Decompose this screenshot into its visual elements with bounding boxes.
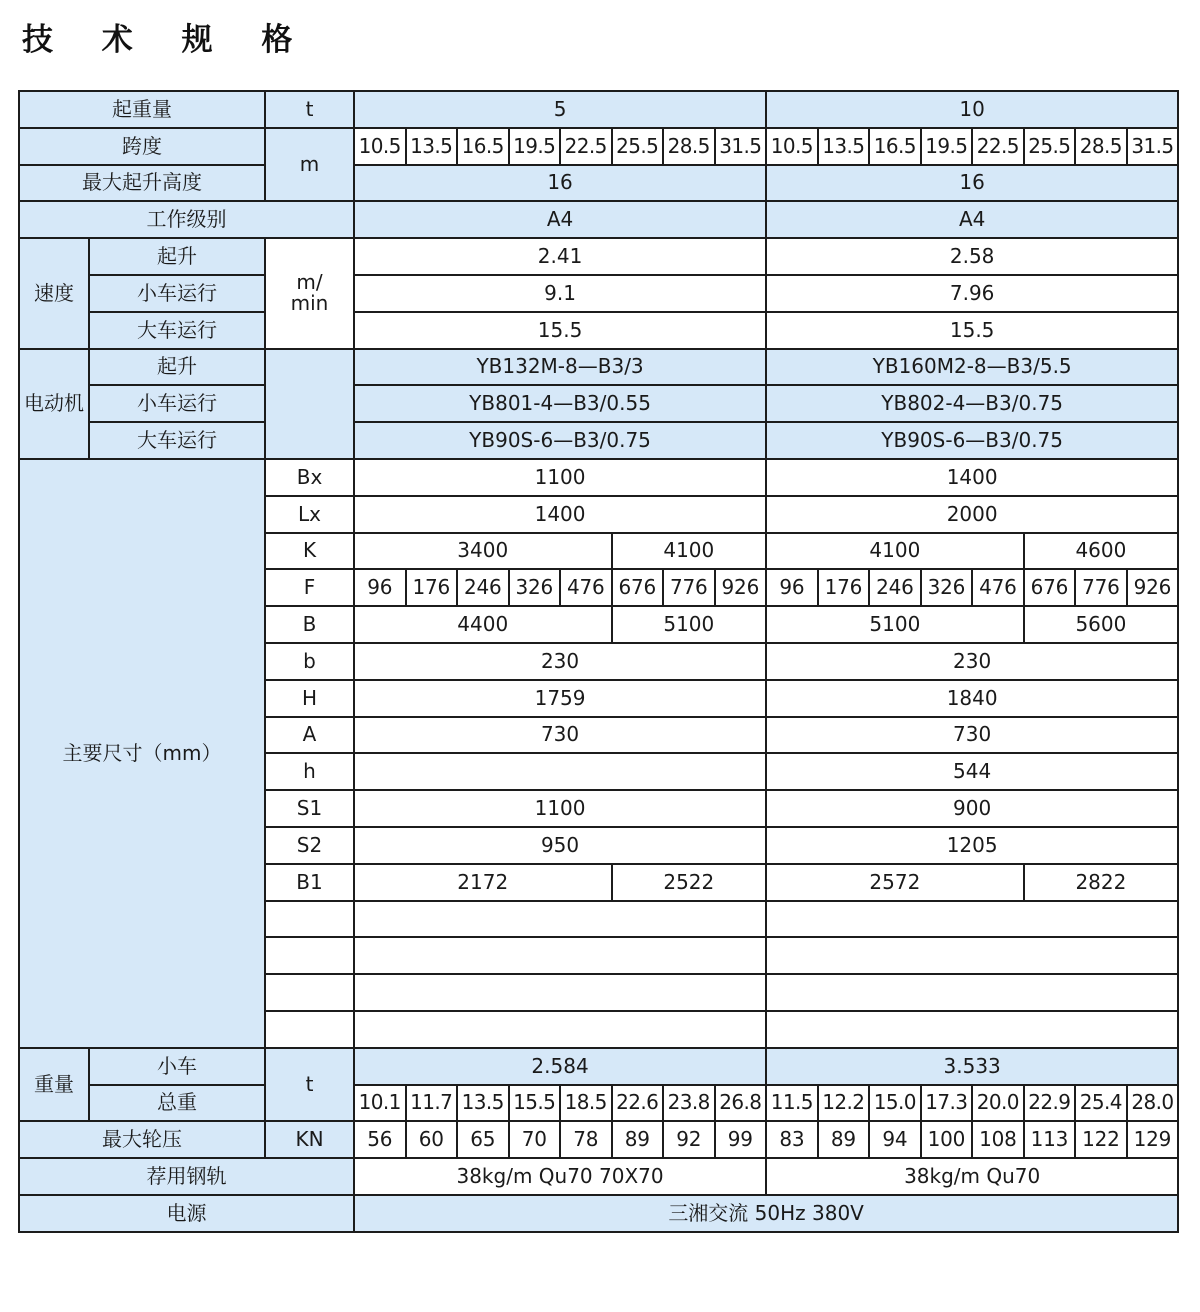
- blank-cell: [354, 937, 766, 974]
- value-5t: YB132M-8—B3/3: [354, 349, 766, 386]
- dim-label: h: [265, 753, 354, 790]
- row-label: 大车运行: [89, 312, 265, 349]
- dim-value: 776: [663, 569, 715, 606]
- value-5t: 1400: [354, 496, 766, 533]
- wheel-load-value: 92: [663, 1121, 715, 1158]
- value-10t-a: 4100: [766, 533, 1024, 570]
- span-value: 16.5: [457, 128, 509, 165]
- dim-label: b: [265, 643, 354, 680]
- total-weight-value: 17.3: [921, 1085, 973, 1122]
- dim-value: 926: [715, 569, 767, 606]
- span-value: 28.5: [1075, 128, 1127, 165]
- dim-label: B1: [265, 864, 354, 901]
- span-value: 31.5: [715, 128, 767, 165]
- page-title: 技 术 规 格: [22, 22, 312, 58]
- value-5t: 9.1: [354, 275, 766, 312]
- total-weight-value: 13.5: [457, 1085, 509, 1122]
- value-5t: [354, 753, 766, 790]
- dim-label: Lx: [265, 496, 354, 533]
- dim-value: 476: [972, 569, 1024, 606]
- value-5t-b: 5100: [612, 606, 767, 643]
- value-10t: 7.96: [766, 275, 1178, 312]
- row-label: 总重: [89, 1085, 265, 1122]
- value-5t: 1759: [354, 680, 766, 717]
- span-value: 25.5: [1024, 128, 1076, 165]
- row-speed-0: [19, 238, 1178, 275]
- value-10t-b: 4600: [1024, 533, 1179, 570]
- blank-cell: [265, 974, 354, 1011]
- span-value: 31.5: [1127, 128, 1179, 165]
- wheel-load-value: 78: [560, 1121, 612, 1158]
- unit-cell: [265, 349, 354, 459]
- dim-value: 176: [818, 569, 870, 606]
- dim-label: F: [265, 569, 354, 606]
- blank-cell: [265, 937, 354, 974]
- total-weight-value: 11.7: [406, 1085, 458, 1122]
- dim-value: 326: [921, 569, 973, 606]
- value-10t: 730: [766, 717, 1178, 754]
- row-motor-1: [19, 385, 1178, 422]
- wheel-load-value: 60: [406, 1121, 458, 1158]
- span-value: 10.5: [354, 128, 406, 165]
- wheel-load-value: 129: [1127, 1121, 1179, 1158]
- value-5t: 230: [354, 643, 766, 680]
- value-5t: 2.584: [354, 1048, 766, 1085]
- value-5t: 1100: [354, 790, 766, 827]
- dim-value: 476: [560, 569, 612, 606]
- wheel-load-value: 70: [509, 1121, 561, 1158]
- value-5t: 950: [354, 827, 766, 864]
- wheel-load-value: 113: [1024, 1121, 1076, 1158]
- total-weight-value: 28.0: [1127, 1085, 1179, 1122]
- dim-label: H: [265, 680, 354, 717]
- dim-value: 246: [457, 569, 509, 606]
- unit-cell: [265, 238, 354, 348]
- wheel-load-value: 56: [354, 1121, 406, 1158]
- row-label: 工作级别: [19, 201, 354, 238]
- span-value: 13.5: [818, 128, 870, 165]
- dim-label: B: [265, 606, 354, 643]
- span-value: 22.5: [972, 128, 1024, 165]
- value-5t-a: 2172: [354, 864, 612, 901]
- dim-value: 676: [1024, 569, 1076, 606]
- row-motor-2: [19, 422, 1178, 459]
- row-max-lift-height: [19, 165, 1178, 202]
- group-label-motor: 电动机: [19, 349, 89, 459]
- total-weight-value: 25.4: [1075, 1085, 1127, 1122]
- total-weight-value: 23.8: [663, 1085, 715, 1122]
- blank-cell: [766, 1011, 1178, 1048]
- wheel-load-value: 99: [715, 1121, 767, 1158]
- dim-value: 96: [354, 569, 406, 606]
- dim-value: 176: [406, 569, 458, 606]
- blank-cell: [265, 1011, 354, 1048]
- unit-line: m/: [296, 270, 323, 295]
- row-label: 大车运行: [89, 422, 265, 459]
- value-10t: 900: [766, 790, 1178, 827]
- value-10t: YB90S-6—B3/0.75: [766, 422, 1178, 459]
- value-10t: 38kg/m Qu70: [766, 1158, 1178, 1195]
- wheel-load-value: 83: [766, 1121, 818, 1158]
- value-5t: A4: [354, 201, 766, 238]
- dim-label: K: [265, 533, 354, 570]
- value-10t: 2.58: [766, 238, 1178, 275]
- value-10t-b: 2822: [1024, 864, 1179, 901]
- value-10t: 1400: [766, 459, 1178, 496]
- span-value: 19.5: [509, 128, 561, 165]
- row-power: [19, 1195, 1178, 1232]
- total-weight-value: 22.6: [612, 1085, 664, 1122]
- blank-cell: [766, 974, 1178, 1011]
- blank-cell: [354, 974, 766, 1011]
- value-5t: YB801-4—B3/0.55: [354, 385, 766, 422]
- value-10t: 544: [766, 753, 1178, 790]
- dim-label: S1: [265, 790, 354, 827]
- value-10t: 10: [766, 91, 1178, 128]
- total-weight-value: 12.2: [818, 1085, 870, 1122]
- value-10t: YB802-4—B3/0.75: [766, 385, 1178, 422]
- row-speed-2: [19, 312, 1178, 349]
- row-label: 最大起升高度: [19, 165, 265, 202]
- blank-cell: [354, 1011, 766, 1048]
- value-5t-b: 4100: [612, 533, 767, 570]
- value-5t: 38kg/m Qu70 70X70: [354, 1158, 766, 1195]
- row-weight-trolley: [19, 1048, 1178, 1085]
- value-5t: 730: [354, 717, 766, 754]
- row-label: 电源: [19, 1195, 354, 1232]
- wheel-load-value: 108: [972, 1121, 1024, 1158]
- wheel-load-value: 89: [612, 1121, 664, 1158]
- span-value: 16.5: [869, 128, 921, 165]
- row-label: 小车运行: [89, 275, 265, 312]
- value-10t: 1840: [766, 680, 1178, 717]
- dim-value: 96: [766, 569, 818, 606]
- dim-value: 776: [1075, 569, 1127, 606]
- total-weight-value: 20.0: [972, 1085, 1024, 1122]
- value-5t-a: 3400: [354, 533, 612, 570]
- span-value: 25.5: [612, 128, 664, 165]
- value-5t: 2.41: [354, 238, 766, 275]
- value-10t-a: 2572: [766, 864, 1024, 901]
- blank-cell: [766, 937, 1178, 974]
- row-label: 起升: [89, 349, 265, 386]
- wheel-load-value: 122: [1075, 1121, 1127, 1158]
- dim-label: S2: [265, 827, 354, 864]
- blank-cell: [354, 901, 766, 938]
- value-5t: YB90S-6—B3/0.75: [354, 422, 766, 459]
- row-label: 最大轮压: [19, 1121, 265, 1158]
- total-weight-value: 22.9: [1024, 1085, 1076, 1122]
- blank-cell: [766, 901, 1178, 938]
- span-value: 22.5: [560, 128, 612, 165]
- row-label: 起升: [89, 238, 265, 275]
- span-value: 10.5: [766, 128, 818, 165]
- dim-label: A: [265, 717, 354, 754]
- span-value: 28.5: [663, 128, 715, 165]
- value-5t: 1100: [354, 459, 766, 496]
- row-label: 小车: [89, 1048, 265, 1085]
- unit-cell: m: [265, 128, 354, 202]
- dim-value: 246: [869, 569, 921, 606]
- group-label-speed: 速度: [19, 238, 89, 348]
- wheel-load-value: 89: [818, 1121, 870, 1158]
- row-motor-0: [19, 349, 1178, 386]
- row-label: 荐用钢轨: [19, 1158, 354, 1195]
- row-rail: [19, 1158, 1178, 1195]
- dim-value: 926: [1127, 569, 1179, 606]
- row-speed-1: [19, 275, 1178, 312]
- row-dim-Bx: [19, 459, 1178, 496]
- row-max-wheel-load: [19, 1121, 1178, 1158]
- value-10t-b: 5600: [1024, 606, 1179, 643]
- value-10t: A4: [766, 201, 1178, 238]
- dim-label: Bx: [265, 459, 354, 496]
- row-label: 跨度: [19, 128, 265, 165]
- value-10t: 230: [766, 643, 1178, 680]
- value-5t: 16: [354, 165, 766, 202]
- total-weight-value: 15.0: [869, 1085, 921, 1122]
- row-span: [19, 128, 1178, 165]
- group-label-weight: 重量: [19, 1048, 89, 1122]
- value-10t: YB160M2-8—B3/5.5: [766, 349, 1178, 386]
- value-5t: 5: [354, 91, 766, 128]
- value-10t: 3.533: [766, 1048, 1178, 1085]
- value-10t: 1205: [766, 827, 1178, 864]
- unit-cell: t: [265, 91, 354, 128]
- blank-cell: [265, 901, 354, 938]
- dim-value: 326: [509, 569, 561, 606]
- wheel-load-value: 65: [457, 1121, 509, 1158]
- wheel-load-value: 94: [869, 1121, 921, 1158]
- row-weight-total: [19, 1085, 1178, 1122]
- value-10t: 2000: [766, 496, 1178, 533]
- spec-table: [18, 90, 1179, 1233]
- wheel-load-value: 100: [921, 1121, 973, 1158]
- total-weight-value: 26.8: [715, 1085, 767, 1122]
- row-work-class: [19, 201, 1178, 238]
- row-lifting-capacity: [19, 91, 1178, 128]
- power-value: 三湘交流 50Hz 380V: [354, 1195, 1178, 1232]
- group-label-dimensions: 主要尺寸（mm）: [19, 459, 265, 1048]
- dim-value: 676: [612, 569, 664, 606]
- total-weight-value: 11.5: [766, 1085, 818, 1122]
- value-5t-a: 4400: [354, 606, 612, 643]
- row-label: 小车运行: [89, 385, 265, 422]
- unit-cell: KN: [265, 1121, 354, 1158]
- row-label: 起重量: [19, 91, 265, 128]
- total-weight-value: 10.1: [354, 1085, 406, 1122]
- value-5t-b: 2522: [612, 864, 767, 901]
- total-weight-value: 15.5: [509, 1085, 561, 1122]
- total-weight-value: 18.5: [560, 1085, 612, 1122]
- value-5t: 15.5: [354, 312, 766, 349]
- value-10t: 15.5: [766, 312, 1178, 349]
- unit-line: min: [290, 291, 329, 316]
- unit-cell: t: [265, 1048, 354, 1122]
- value-10t: 16: [766, 165, 1178, 202]
- value-10t-a: 5100: [766, 606, 1024, 643]
- span-value: 13.5: [406, 128, 458, 165]
- span-value: 19.5: [921, 128, 973, 165]
